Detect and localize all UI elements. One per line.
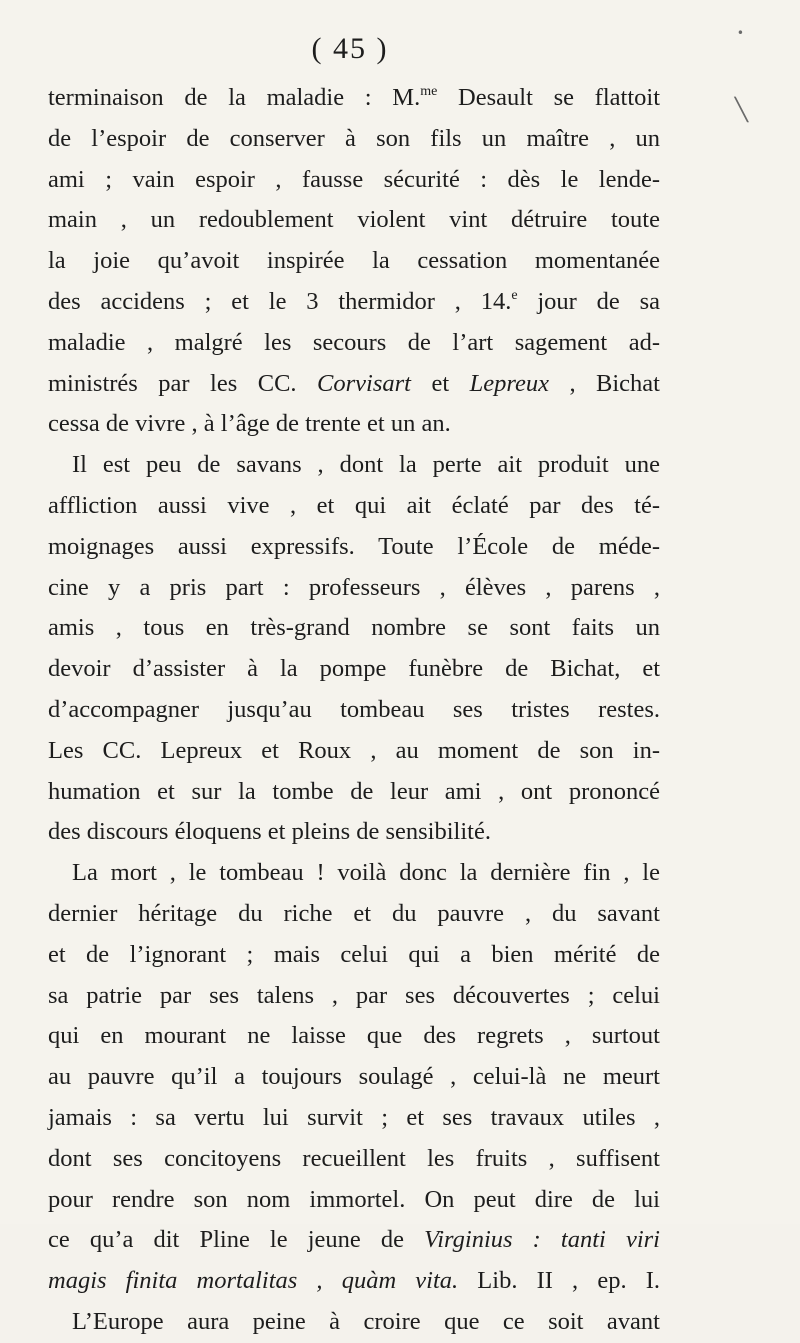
text-segment: des accidens ; et le 3 thermidor , 14.	[48, 287, 512, 315]
text-line	[48, 486, 660, 527]
text-line	[48, 772, 660, 813]
superscript: e	[511, 287, 518, 303]
text-segment: jamais : sa vertu lui survit ; et ses travaux utiles ,	[48, 1103, 660, 1131]
text-line	[48, 78, 660, 119]
text-line	[48, 527, 660, 568]
text-segment: dernier héritage du riche et du pauvre , du savant	[48, 899, 660, 927]
text-line	[48, 119, 660, 160]
text-line	[48, 445, 660, 486]
text-segment: La mort , le tombeau ! voilà donc la dernière fin , le	[72, 859, 660, 887]
text-segment: jour de sa	[517, 287, 660, 315]
text-line	[48, 608, 660, 649]
text-segment: qui en mourant ne laisse que des regrets , surtout	[48, 1022, 660, 1050]
text-line	[48, 976, 660, 1017]
text-line	[48, 1098, 660, 1139]
text-line	[48, 690, 660, 731]
italic-text: Virginius : tanti viri	[424, 1226, 660, 1254]
text-line	[48, 1302, 660, 1343]
text-segment: d’accompagner jusqu’au tombeau ses tristes restes.	[48, 695, 660, 723]
text-line	[48, 1139, 660, 1180]
text-segment: et de l’ignorant ; mais celui qui a bien mérité de	[48, 940, 660, 968]
text-line	[48, 1261, 660, 1302]
superscript: me	[420, 84, 438, 99]
text-segment: cine y a pris part : professeurs , élèves , parens ,	[48, 573, 660, 601]
text-line	[48, 1180, 660, 1221]
text-line	[48, 1016, 660, 1057]
text-line	[48, 894, 660, 935]
text-segment: devoir d’assister à la pompe funèbre de Bichat, et	[48, 655, 660, 683]
text-line	[48, 200, 660, 241]
text-segment: au pauvre qu’il a toujours soulagé , celui-là ne meurt	[48, 1063, 660, 1091]
text-segment: Les CC. Lepreux et Roux , au moment de son in-	[48, 736, 660, 764]
text-line	[48, 935, 660, 976]
text-line	[48, 241, 660, 282]
margin-stroke: ╲	[734, 98, 748, 123]
text-line	[48, 364, 660, 405]
text-line	[48, 282, 660, 323]
text-line	[48, 649, 660, 690]
text-segment: terminaison de la maladie : M.	[48, 84, 421, 111]
text-segment: amis , tous en très-grand nombre se sont faits un	[48, 614, 660, 642]
text-segment: des discours éloquens et pleins de sensibilité.	[48, 818, 491, 846]
text-segment: affliction aussi vive , et qui ait éclaté par des té-	[48, 491, 660, 519]
text-segment: cessa de vivre , à l’âge de trente et un an.	[48, 410, 451, 438]
text-segment: L’Europe aura peine à croire que ce soit avant	[72, 1307, 660, 1335]
text-line	[48, 404, 660, 445]
text-segment: humation et sur la tombe de leur ami , ont prononcé	[48, 777, 660, 805]
italic-text: Lepreux	[469, 369, 549, 397]
text-segment: la joie qu’avoit inspirée la cessation momentanée	[48, 247, 660, 275]
body-text	[48, 78, 660, 1343]
text-segment: , Bichat	[548, 369, 660, 397]
text-line	[48, 1220, 660, 1261]
text-segment: ce qu’a dit Pline le jeune de	[48, 1226, 425, 1254]
margin-dot: •	[736, 26, 744, 40]
text-segment: et	[410, 369, 470, 397]
text-line	[48, 812, 660, 853]
text-segment: dont ses concitoyens recueillent les fruits , suffisent	[48, 1144, 660, 1172]
text-line	[48, 160, 660, 201]
text-line	[48, 1057, 660, 1098]
text-segment: Desault se flattoit	[437, 84, 661, 111]
text-segment: Il est peu de savans , dont la perte ait produit une	[72, 451, 660, 479]
text-segment: ministrés par les CC.	[48, 369, 318, 397]
text-segment: de l’espoir de conserver à son fils un maître , un	[48, 124, 660, 152]
text-segment: ami ; vain espoir , fausse sécurité : dès le lende-	[48, 165, 660, 193]
text-segment: maladie , malgré les secours de l’art sagement ad-	[48, 328, 660, 356]
text-segment: pour rendre son nom immortel. On peut dire de lui	[48, 1185, 660, 1213]
italic-text: magis finita mortalitas , quàm vita.	[48, 1267, 459, 1295]
text-line	[48, 323, 660, 364]
italic-text: Corvisart	[317, 369, 411, 397]
text-line	[48, 853, 660, 894]
text-segment: sa patrie par ses talens , par ses découvertes ; celui	[48, 981, 660, 1009]
text-segment: Lib. II , ep. I.	[458, 1267, 660, 1295]
text-line	[48, 568, 660, 609]
text-line	[48, 731, 660, 772]
text-segment: moignages aussi expressifs. Toute l’École de méde-	[48, 532, 660, 560]
page-number: ( 45 )	[311, 32, 389, 65]
text-segment: main , un redoublement violent vint détruire toute	[48, 206, 660, 234]
